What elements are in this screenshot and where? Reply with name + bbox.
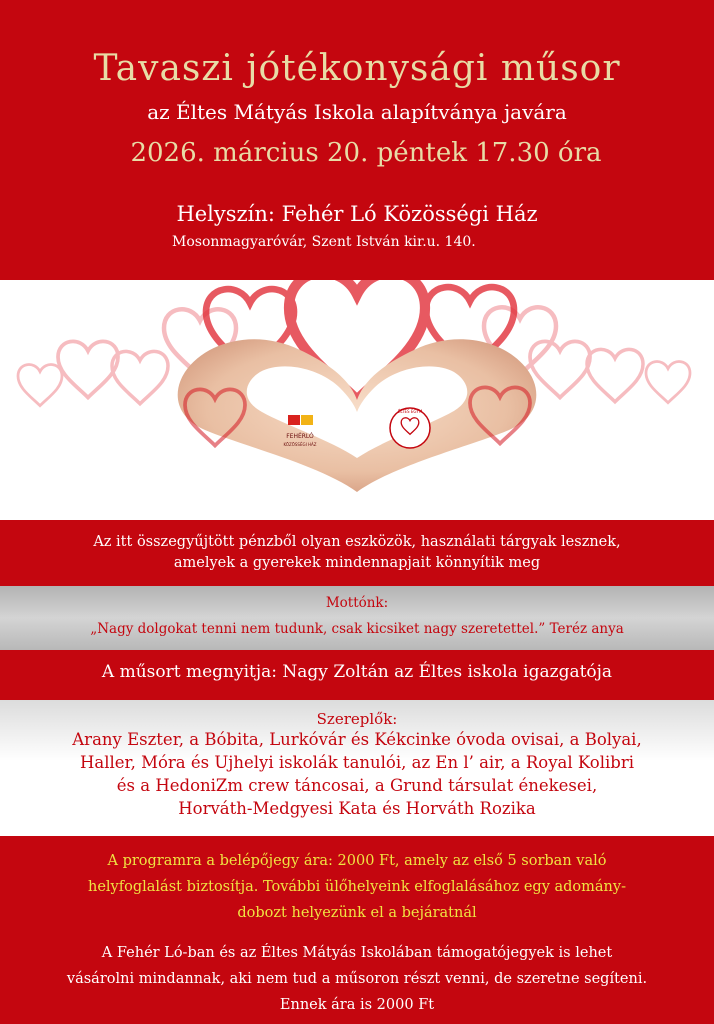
event-address: Mosonmagyaróvár, Szent István kir.u. 140.: [172, 234, 476, 250]
ticket-line: helyfoglalást biztosítja. További ülőhelyeink elfoglalásához egy adomány-: [88, 879, 626, 895]
poster-header: [0, 0, 714, 280]
hearts-illustration: [0, 280, 714, 520]
performers-line: Haller, Móra és Ujhelyi iskolák tanulói, az En l’ air, a Royal Kolibri: [79, 753, 634, 772]
performers-line: Horváth-Medgyesi Kata és Horváth Rozika: [178, 799, 536, 818]
support-line: A Fehér Ló-ban és az Éltes Mátyás Iskolában támogatójegyek is lehet: [101, 945, 613, 961]
logo-left-sub: KÖZÖSSÉGI HÁZ: [283, 442, 317, 447]
performers-label: Szereplők:: [316, 710, 398, 728]
motto-label: Mottónk:: [325, 595, 389, 611]
hands-heart-image: [0, 280, 714, 520]
eltes-logo: [390, 408, 430, 448]
support-block: [0, 940, 714, 1018]
event-subtitle: az Éltes Mátyás Iskola alapítványa javára: [147, 100, 567, 124]
support-line: Ennek ára is 2000 Ft: [279, 997, 435, 1013]
performers-section: [0, 700, 714, 836]
ticket-line: A programra a belépőjegy ára: 2000 Ft, amely az első 5 sorban való: [107, 853, 607, 869]
intro-line-2: amelyek a gyerekek mindennapjait könnyítik meg: [173, 555, 541, 571]
event-title: Tavaszi jótékonysági műsor: [93, 48, 621, 89]
event-venue: Helyszín: Fehér Ló Közösségi Ház: [176, 202, 538, 226]
motto-section: [0, 586, 714, 650]
motto-quote: „Nagy dolgokat tenni nem tudunk, csak kicsiket nagy szeretettel.” Teréz anya: [90, 621, 624, 637]
intro-section: [0, 520, 714, 586]
opening-text: A műsort megnyitja: Nagy Zoltán az Éltes iskola igazgatója: [101, 662, 613, 682]
event-datetime: 2026. március 20. péntek 17.30 óra: [130, 138, 602, 168]
performers-line: Arany Eszter, a Bóbita, Lurkóvár és Kékcinke óvoda ovisai, a Bolyai,: [72, 730, 642, 749]
logo-right-text: ÉLTES EGYM: [397, 409, 423, 414]
opening-section: [0, 650, 714, 700]
logo-left-text: FEHÉRLÓ: [286, 433, 314, 440]
intro-line-1: Az itt összegyűjtött pénzből olyan eszközök, használati tárgyak lesznek,: [93, 534, 621, 550]
performers-line: és a HedoniZm crew táncosai, a Grund társulat énekesei,: [116, 776, 598, 795]
ticket-line: dobozt helyezünk el a bejáratnál: [237, 905, 477, 921]
support-line: vásárolni mindannak, aki nem tud a műsoron részt venni, de szeretne segíteni.: [66, 971, 648, 987]
ticket-section: [0, 836, 714, 1024]
